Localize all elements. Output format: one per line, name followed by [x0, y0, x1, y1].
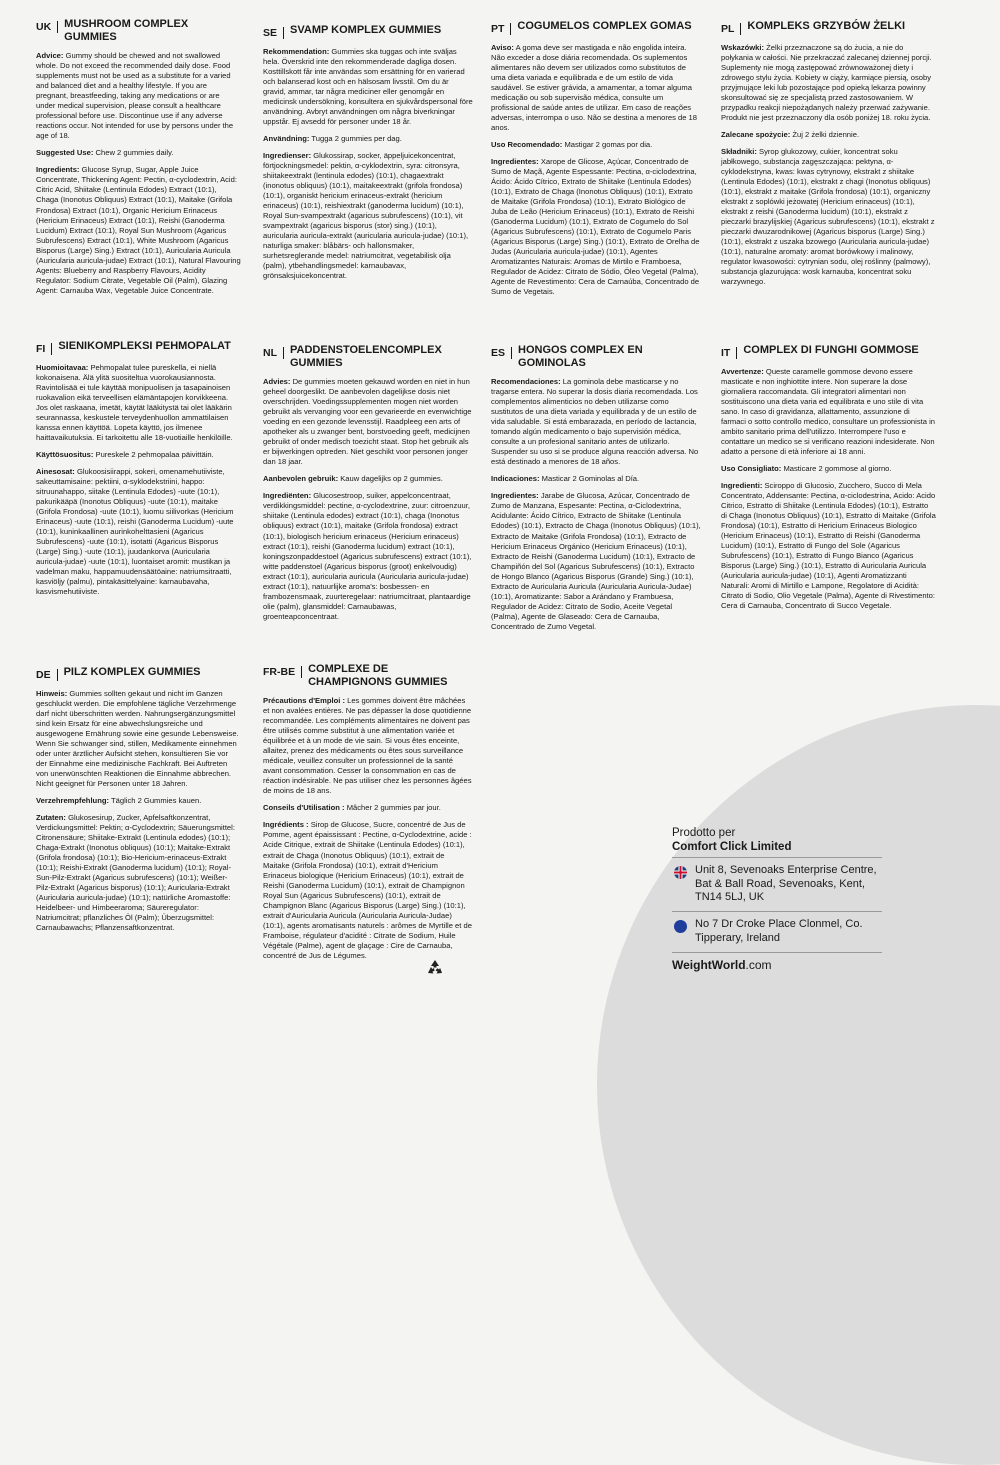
ingredients-label: Zutaten:: [36, 813, 66, 823]
use-text: Tugga 2 gummies per dag.: [311, 134, 402, 144]
advice-text: Żelki przeznaczone są do żucia, a nie do połykania w całości. Nie przekraczać zalecanej dziennej porcji. Suplementy nie mogą zastępować zrównoważonej diety i zdrowego stylu życia. Kobiety w ciąży, karmiące piersią, osoby przyjmujące leki lub pozostające pod opieką lekarza powinny skonsultować się ze specjalistą przed zastosowaniem. W przypadku reakcji niepożądanych należy przerwać zażywanie. Produkt nie jest przeznaczony dla osób poniżej 18. roku życia.: [721, 43, 932, 123]
country-code: UK: [36, 21, 58, 33]
use-paragraph: [36, 450, 241, 460]
use-text: Mastigar 2 gomas por dia.: [564, 140, 653, 150]
uk-address: Unit 8, Sevenoaks Enterprise Centre, Bat & Ball Road, Sevenoaks, Kent, TN14 5LJ, UK: [695, 863, 877, 904]
ingredients-label: Ingredienti:: [721, 481, 763, 491]
product-title: PADDENSTOELENCOMPLEX GUMMIES: [290, 344, 442, 369]
product-title: SIENIKOMPLEKSI PEHMOPALAT: [58, 340, 231, 352]
ingredients-paragraph: [263, 491, 473, 621]
ingredients-paragraph: [721, 147, 936, 287]
use-text: Täglich 2 Gummies kauen.: [110, 796, 202, 806]
advice-label: Wskazówki:: [721, 43, 765, 53]
ingredients-text: Xarope de Glicose, Açúcar, Concentrado de Sumo de Maçã, Agente Espessante: Pectina, α-ciclodextrina, Ácido: Ácido Cítrico, Extrato de Shiitake (Lentinula Edodes) (10:1), Extrato de Chaga (Inonotus Obliquus) (10:1), Extrato de Maitake (Grifola Frondosa) (10:1), Extrato Biológico de Juba de Leão (Hericium Erinaceus) (10:1), Extrato de Reishi (Ganoderma Lucidum) (10:1), Extrato de Cogumelo do Sol (Agaricus Subrufescens) (10:1), Extrato de Cogumelo Paris (Agaricus Bisporus (Large) Sing.) (10:1), Extrato de Orelha de Judas (Auricularia auricula-judae) (10:1), Agentes Aromatizantes Naturais: Aromas de Mirtilo e Framboesa, Regulador de Acidez: Citrato de Sódio, Óleo Vegetal (Palma), Agente de Revestimento: Cera de Carnaúba, Concentrado de Sumo de Vegetais.: [491, 157, 700, 297]
section-fr-be: [263, 663, 473, 968]
use-paragraph: [263, 474, 473, 484]
use-text: Masticare 2 gommose al giorno.: [783, 464, 892, 474]
use-label: Uso Consigliato:: [721, 464, 782, 474]
section-uk: [36, 18, 241, 303]
use-paragraph: [721, 464, 936, 474]
advice-text: Gummies ska tuggas och inte sväljas hela. Överskrid inte den rekommenderade dagliga dosen. Kosttillskott får inte användas som ersättning för en varierad och balanserad kost och en hälsosam livsstil. Om du är gravid, ammar, tar några mediciner eller genomgår en medicinsk undersökning, konsultera en sjukvårdspersonal före användning. Avbryt användningen om några biverkningar uppstår. Ej avsedd för personer under 18 år.: [263, 47, 473, 127]
ingredients-label: Ainesosat:: [36, 467, 75, 477]
ingredients-paragraph: [36, 813, 241, 933]
section-it: [721, 344, 936, 618]
manufacturer-block: [672, 826, 882, 973]
use-paragraph: [36, 148, 241, 158]
recycle-icon: [425, 958, 445, 978]
section-es: [491, 344, 701, 639]
use-label: Conseils d'Utilisation :: [263, 803, 345, 813]
ingredients-text: Glucosestroop, suiker, appelconcentraat, verdikkingsmiddel: pectine, α-cyclodextrine, zuur: citroenzuur, shiitake (Lentinula edodes) extract (10:1), chaga (Inonotus obliquus) extract (10:1), maitake (Grifola frondosa) extract (10:1), biologisch hericium erinaceus (Hericium erinaceus) extract (10:1), reishi (Ganoderma lucidum) extract (10:1), koningszonpaddestoel (Agaricus subrufescens) extract (10:1), witte paddenstoel (Agaricus bisporus (groot) enkelvoudig) extract (10:1), auricularia auricula (Auricularia auricula-judae) extract (10:1), natuurlijke aroma's: bosbessen- en frambozensmaak, zuurteregelaar: natriumcitraat, plantaardige olie (palm), glansmiddel: Carnaubawas, groenteapconcentraat.: [263, 491, 472, 621]
advice-label: Aviso:: [491, 43, 514, 53]
use-label: Käyttösuositus:: [36, 450, 94, 460]
brand-website: [672, 952, 882, 973]
ingredients-text: Glukoosisiirappi, sokeri, omenamehutiiviste, sakeuttamisaine: pektiini, α-syklodekstriini, happo: sitruunahappo, siitake (Lentinula Edodes) -uute (10:1), pakurikääpä (Inonotus Obliquus) -uute (10:1), maitake (Grifola Frondosa) -uute (10:1), luomu siilivorkas (Hericium Erinaceus) -uute (10:1), reishi (Ganoderma Lucidum) -uute (10:1), kuninkaallinen aurinkohelttasieni (Agaricus Subrufescens) -uute (10:1), isotatti (Agaricus Bisporus (Large) Sing.) -uute (10:1), juudankorva (Auricularia auricula-judae) -uute (10:1), luontaiset aromit: mustikan ja vadelman maku, happamuudensäätöaine: natriumsitraatti, kasviöljy (palmu), pintakäsittelyaine: karnaubavaha, kasvismehutiiviste.: [36, 467, 234, 597]
ingredients-label: Ingredientes:: [491, 157, 539, 167]
eu-flag-icon: [674, 920, 687, 933]
advice-paragraph: [36, 51, 241, 141]
use-label: Suggested Use:: [36, 148, 94, 158]
decorative-circle: [597, 705, 1000, 1465]
advice-paragraph: [36, 363, 241, 443]
ingredients-paragraph: [491, 491, 701, 631]
section-pl: [721, 20, 936, 294]
ingredients-label: Ingrediënten:: [263, 491, 312, 501]
advice-text: Gummy should be chewed and not swallowed whole. Do not exceed the recommended daily dose. Food supplements must not be used as a substitute for a varied and balanced diet and a healthy lifestyle. If you are pregnant, breastfeeding, taking any medications or are under medical supervision, please consult a healthcare professional before use. Discontinue use if any adverse reactions occur. Not intended for use by persons under the age of 18.: [36, 51, 234, 141]
ingredients-text: Syrop glukozowy, cukier, koncentrat soku jabłkowego, substancja zagęszczająca: pektyna, α-cyklodekstryna, kwas: kwas cytrynowy, ekstrakt z shiitake (Lentinula Edodes) (10:1), ekstrakt z chagi (Inonotus obliquus) (10:1), ekstrakt z maitake (Grifola frondosa) (10:1), organiczny ekstrakt z soplówki jeżowatej (Hericium erinaceus) (10:1), ekstrakt z reishi (Ganoderma lucidum) (10:1), ekstrakt z pieczarki brazylijskiej (Agaricus subrufescens) (10:1), ekstrakt z pieczarki dwuzarodnikowej (Agaricus bisporus (Large) Sing.) (10:1), ekstrakt z uszaka bzowego (Auricularia auricula-judae) (10:1), naturalne aromaty: aromat borówkowy i malinowy, regulator kwasowości: cytrynian sodu, olej roślinny (palmowy), substancja glazurująca: wosk karnauba, koncentrat soku warzywnego.: [721, 147, 935, 287]
advice-label: Recomendaciones:: [491, 377, 561, 387]
ingredients-text: Glukossirap, socker, äppeljuicekoncentrat, förtjockningsmedel: pektin, α-cyklodextrin, syra: citronsyra, shiitakeextrakt (lentinula edodes) (10:1), chagaextrakt (inonotus obliquus) (10:1), maitakeextrakt (grifola frondosa) (10:1), organiskt hericium erinaceus-extrakt (hericium erinaceus) (10:1), reishiextrakt (ganoderma lucidum) (10:1), Royal Sun-svampextrakt (agaricus subrufescens) (10:1), vit svampextrakt (agaricus bisporus (stor) sing.) (10:1), auricularia auricula-extrakt (auricularia auricula-judae) (10:1), naturliga smaker: blåbärs- och hallonsmaker, surhetsreglerande medel: natriumcitrat, vegetabilisk olja (palm), ytbehandlingsmedel: karnaubavax, grönsaksjuicekoncentrat.: [263, 151, 469, 281]
country-code: FI: [36, 343, 52, 355]
advice-paragraph: [721, 43, 936, 123]
uk-address-row: [672, 857, 882, 911]
product-title: HONGOS COMPLEX EN GOMINOLAS: [518, 344, 643, 369]
section-header: [721, 20, 936, 35]
ingredients-text: Sirop de Glucose, Sucre, concentré de Jus de Pomme, agent épaississant : Pectine, α-Cyclodextrine, acide : Acide Citrique, extrait de Shiitake (Lentinula Edodes) (10:1), extrait de Chaga (Inonotus Obliquus) (10:1), extrait de Maitake (Grifola Frondosa) (10:1), extrait d'Hericium Erinaceus biologique (Hericium Erinaceus) (10:1), extrait de Reishi (Ganoderma Lucidum) (10:1), extrait de Champignon Royal Sun (Agaricus Subrufescens) (10:1), extrait de Champignon Blanc (Agaricus Bisporus (Large) Sing.) (10:1), extrait d'Auricularia Auricula (Auricularia Auricula-Judae) (10:1), agents aromatisants naturels : arômes de Myrtille et de Framboise, régulateur d'acidité : Citrate de Sodium, Huile Végétale (Palme), agent de glaçage : Cire de Carnauba, concentré de Jus de Légumes.: [263, 820, 472, 960]
ingredients-text: Glucose Syrup, Sugar, Apple Juice Concentrate, Thickening Agent: Pectin, α-cyclodextrin, Acid: Citric Acid, Shiitake (Lentinula Edodes) Extract (10:1), Chaga (Inonotus Obliquus) Extract (10:1), Maitake (Grifola Frondosa) Extract (10:1), Organic Hericium Erinaceus (Hericium Erinaceus) Extract (10:1), Reishi (Ganoderma Lucidum) Extract (10:1), Royal Sun Mushroom (Agaricus Subrufescens) Extract (10:1), White Mushroom (Agaricus Bisporus (Large) Sing.) Extract (10:1), Auricularia Auricula (Auricularia auricula-judae) Extract (10:1), Natural Flavouring Agents: Blueberry and Raspberry Flavours, Acidity Regulator: Sodium Citrate, Vegetable Oil (Palm), Glazing Agent: Carnauba Wax, Vegetable Juice Concentrate.: [36, 165, 241, 295]
advice-label: Précautions d'Emploi :: [263, 696, 345, 706]
use-text: Pureskele 2 pehmopalaa päivittäin.: [95, 450, 214, 460]
ingredients-paragraph: [36, 165, 241, 295]
use-label: Användning:: [263, 134, 310, 144]
ingredients-label: Ingredienser:: [263, 151, 312, 161]
ingredients-paragraph: [263, 820, 473, 960]
brand-name: WeightWorld: [672, 957, 746, 972]
advice-label: Advies:: [263, 377, 291, 387]
produced-for-label: Prodotto per: [672, 827, 736, 839]
advice-paragraph: [491, 43, 701, 133]
country-code: ES: [491, 347, 512, 359]
section-header: [263, 663, 473, 688]
section-nl: [263, 344, 473, 629]
use-text: Żuj 2 żelki dziennie.: [792, 130, 860, 140]
ingredients-label: Ingrédients :: [263, 820, 309, 830]
brand-tld: .com: [745, 957, 772, 972]
section-header: [36, 18, 241, 43]
use-paragraph: [263, 134, 473, 144]
ingredients-label: Ingredientes:: [491, 491, 539, 501]
use-text: Kauw dagelijks op 2 gummies.: [340, 474, 443, 484]
section-header: [263, 24, 473, 39]
country-code: FR-BE: [263, 666, 302, 678]
company-name: Comfort Click Limited: [672, 841, 792, 854]
section-header: [36, 666, 241, 681]
use-label: Aanbevolen gebruik:: [263, 474, 339, 484]
ingredients-paragraph: [36, 467, 241, 597]
use-paragraph: [491, 140, 701, 150]
section-fi: [36, 340, 241, 604]
ingredients-paragraph: [263, 151, 473, 281]
use-paragraph: [491, 474, 701, 484]
product-title: COMPLEXE DE CHAMPIGNONS GUMMIES: [308, 663, 448, 688]
use-paragraph: [721, 130, 936, 140]
advice-text: Queste caramelle gommose devono essere masticate e non inghiottite intere. Non superare la dose giornaliera raccomandata. Gli integratori alimentari non sostituiscono una dieta varia ed equilibrata e uno stile di vita sano. In caso di gravidanza, allattamento, assunzione di farmaci o sotto controllo medico, consultare un professionista in ambito sanitario prima dell'utilizzo. Interrompere l'uso e contattare un medico se si verificano reazioni indesiderate. Non adatto a persone di età inferiore ai 18 anni.: [721, 367, 935, 457]
product-title: MUSHROOM COMPLEX GUMMIES: [64, 18, 189, 43]
use-label: Indicaciones:: [491, 474, 540, 484]
use-label: Verzehrempfehlung:: [36, 796, 109, 806]
advice-paragraph: [263, 696, 473, 796]
use-text: Chew 2 gummies daily.: [95, 148, 174, 158]
ie-address: No 7 Dr Croke Place Clonmel, Co. Tipperary, Ireland: [695, 918, 863, 944]
section-header: [491, 20, 701, 35]
ingredients-text: Glukosesirup, Zucker, Apfelsaftkonzentrat, Verdickungsmittel: Pektin; α-Cyclodextrin; Säuerungsmittel: Citronensäure; Shiitake-Extrakt (Lentinula edodes) (10:1); Chaga-Extrakt (Inonotus obliquus) (10:1); Maitake-Extrakt (Grifola frondosa) (10:1); Bio-Hericium-erinaceus-Extrakt (10:1); Reishi-Extrakt (Ganoderma lucidum) (10:1); Royal-Sun-Pilz-Extrakt (Agaricus subrufescens) (10:1); Weißer-Pilz-Extrakt (Agaricus bisporus) (10:1); Auricularia-Extrakt (Auricularia auricula-judae) (10:1); natürliche Aromastoffe: Heidelbeer- und Himbeeraroma; Säureregulator: Natriumcitrat; pflanzliches Öl (Palm); Überzugsmittel: Carnaubawachs; Pflanzensaftkonzentrat.: [36, 813, 235, 933]
section-header: [263, 344, 473, 369]
advice-text: Pehmopalat tulee pureskella, ei niellä kokonaisena. Älä ylitä suositeltua vuorokausiannosta. Ravintolisää ei tule käyttää monipuolisen ja tasapainoisen ruokavalion eikä terveellisen elämäntapojen korvikkeena. Jos olet raskaana, imetät, käytät lääkitystä tai olet lääkärin seurannassa, keskustele terveydenhuollon ammattilaisen kanssa ennen käyttöä. Lopeta käyttö, jos ilmenee haittavaikutuksia. Ei tarkoitettu alle 18-vuotiaille henkilöille.: [36, 363, 233, 443]
use-paragraph: [36, 796, 241, 806]
advice-label: Advice:: [36, 51, 64, 61]
section-header: [491, 344, 701, 369]
use-text: Mâcher 2 gummies par jour.: [346, 803, 441, 813]
country-code: PT: [491, 23, 511, 35]
ingredients-text: Sciroppo di Glucosio, Zucchero, Succo di Mela Concentrato, Addensante: Pectina, α-ciclodestrina, Acido: Acido Citrico, Estratto di Shiitake (Lentinula Edodes) (10:1), Estratto di Chaga (Inonotus Obliquus) (10:1), Estratto di Maitake (Grifola Frondosa) (10:1), Estratto di Hericium Erinaceus Biologico (Hericium Erinaceus) (10:1), Estratto di Reishi (Ganoderma Lucidum) (10:1), Estratto di Fungo del Sole (Agaricus Subrufescens) (10:1), Estratto di Fungo Bianco (Agaricus Bisporus (Large) Sing.) (10:1), Estratto di Auricularia Auricula (Auricularia auricula-judae) (10:1), Agenti Aromatizzanti Naturali: Aromi di Mirtillo e Lampone, Regolatore di Acidità: Citrato di Sodio, Olio Vegetale (Palma), Agente di Rivestimento: Cera di Carnauba, Concentrato di Succo Vegetale.: [721, 481, 936, 611]
advice-label: Rekommendation:: [263, 47, 330, 57]
ingredients-label: Ingredients:: [36, 165, 80, 175]
section-header: [721, 344, 936, 359]
advice-text: La gominola debe masticarse y no tragarse entera. No superar la dosis diaria recomendada. Los complementos alimenticios no deben utilizarse como sustitutos de una dieta variada y equilibrada y de un estilo de vida saludable. Si está embarazada, en período de lactancia, tomando algún medicamento o bajo supervisión médica, consulte a un profesional sanitario antes de utilizarlo. Suspender su uso si se produce alguna reacción adversa. No está destinado a menores de 18 años.: [491, 377, 699, 467]
advice-text: Les gommes doivent être mâchées et non avalées entières. Ne pas dépasser la dose quotidienne recommandée. Les compléments alimentaires ne doivent pas être utilisés comme substitut à une alimentation variée et équilibrée et à un mode de vie sain. Si vous êtes enceinte, allaitez, prenez des médicaments ou êtes sous surveillance médicale, veuillez consulter un professionnel de la santé avant consommation. Cesser la consommation en cas de réaction indésirable. Ne pas utiliser chez les personnes âgées de moins de 18 ans.: [263, 696, 472, 796]
advice-label: Huomioitavaa:: [36, 363, 89, 373]
advice-paragraph: [263, 47, 473, 127]
advice-text: A goma deve ser mastigada e não engolida inteira. Não exceder a dose diária recomendada. Os suplementos alimentares não devem ser utilizados como substitutos de uma dieta variada e equilibrada e de um estilo de vida saudável. Se estiver grávida, a amamentar, a tomar alguma medicação ou sob supervisão médica, consulte um profissional de saúde antes de utilizar. Em caso de reações adversas, interrompa o uso. Não se destina a menores de 18 anos.: [491, 43, 697, 133]
use-label: Zalecane spożycie:: [721, 130, 791, 140]
advice-paragraph: [721, 367, 936, 457]
product-title: COMPLEX DI FUNGHI GOMMOSE: [743, 344, 919, 356]
advice-paragraph: [36, 689, 241, 789]
advice-text: De gummies moeten gekauwd worden en niet in hun geheel doorgeslikt. De aanbevolen dagelijkse dosis niet overschrijden. Voedingssupplementen mogen niet worden gebruikt als vervanging voor een gevarieerde en evenwichtige voeding en een gezonde levensstijl. Raadpleeg een arts of apotheker als u zwanger bent, borstvoeding geeft, medicijnen gebruikt of onder medisch toezicht staat. Stop het gebruik als er bijwerkingen optreden. Niet geschikt voor personen jonger dan 18 jaar.: [263, 377, 472, 467]
country-code: DE: [36, 669, 58, 681]
country-code: PL: [721, 23, 741, 35]
ingredients-paragraph: [721, 481, 936, 611]
advice-label: Avvertenze:: [721, 367, 764, 377]
ingredients-paragraph: [491, 157, 701, 297]
section-de: [36, 666, 241, 940]
uk-flag-icon: [674, 866, 687, 879]
use-label: Uso Recomendado:: [491, 140, 563, 150]
section-pt: [491, 20, 701, 304]
advice-label: Hinweis:: [36, 689, 68, 699]
product-title: SVAMP KOMPLEX GUMMIES: [290, 24, 442, 36]
country-code: IT: [721, 347, 737, 359]
use-paragraph: [263, 803, 473, 813]
product-title: COGUMELOS COMPLEX GOMAS: [517, 20, 692, 32]
section-header: [36, 340, 241, 355]
advice-paragraph: [491, 377, 701, 467]
advice-paragraph: [263, 377, 473, 467]
advice-text: Gummies sollten gekaut und nicht im Ganzen geschluckt werden. Die empfohlene tägliche Verzehrmenge darf nicht überschritten werden. Nahrungsergänzungsmittel sind kein Ersatz für eine abwechslungsreiche und ausgewogene Ernährung sowie eine gesunde Lebensweise. Wenn Sie schwanger sind, stillen, Medikamente einnehmen oder unter ärztlicher Aufsicht stehen, konsultieren Sie vor der Einnahme eine medizinische Fachkraft. Bei Auftreten von unerwünschten Reaktionen die Einnahme abbrechen. Nicht geeignet für Personen unter 18 Jahren.: [36, 689, 239, 789]
use-text: Masticar 2 Gominolas al Día.: [541, 474, 640, 484]
country-code: NL: [263, 347, 284, 359]
country-code: SE: [263, 27, 284, 39]
ingredients-text: Jarabe de Glucosa, Azúcar, Concentrado de Zumo de Manzana, Espesante: Pectina, α-Ciclodextrina, Acidulante: Ácido Cítrico, Extracto de Shiitake (Lentinula Edodes) (10:1), Extracto de Chaga (Inonotus Obliquus) (10:1), Extracto de Maitake (Grifola Frondosa) (10:1), Extracto de Hericium Erinaceus Orgánico (Hericium Erinaceus) (10:1), Extracto de Reishi (Ganoderma Lucidum) (10:1), Extracto de Champiñón del Sol (Agaricus Subrufescens) (10:1), Extracto de Hongo Blanco (Agaricus Bisporus (Grande) Sing.) (10:1), Extracto de Auricularia Auricula (Auricularia Auricula-Judae) (10:1), Aromatizante: Sabor a Arándano y Frambuesa, Regulador de Acidez: Citrato de Sodio, Aceite Vegetal (Palma), Agente de Glaseado: Cera de Carnauba, Concentrado de Zumo Vegetal.: [491, 491, 701, 631]
ie-address-row: [672, 911, 882, 952]
product-title: KOMPLEKS GRZYBÓW ŻELKI: [747, 20, 906, 32]
product-title: PILZ KOMPLEX GUMMIES: [63, 666, 201, 678]
section-se: [263, 24, 473, 288]
ingredients-label: Składniki:: [721, 147, 757, 157]
